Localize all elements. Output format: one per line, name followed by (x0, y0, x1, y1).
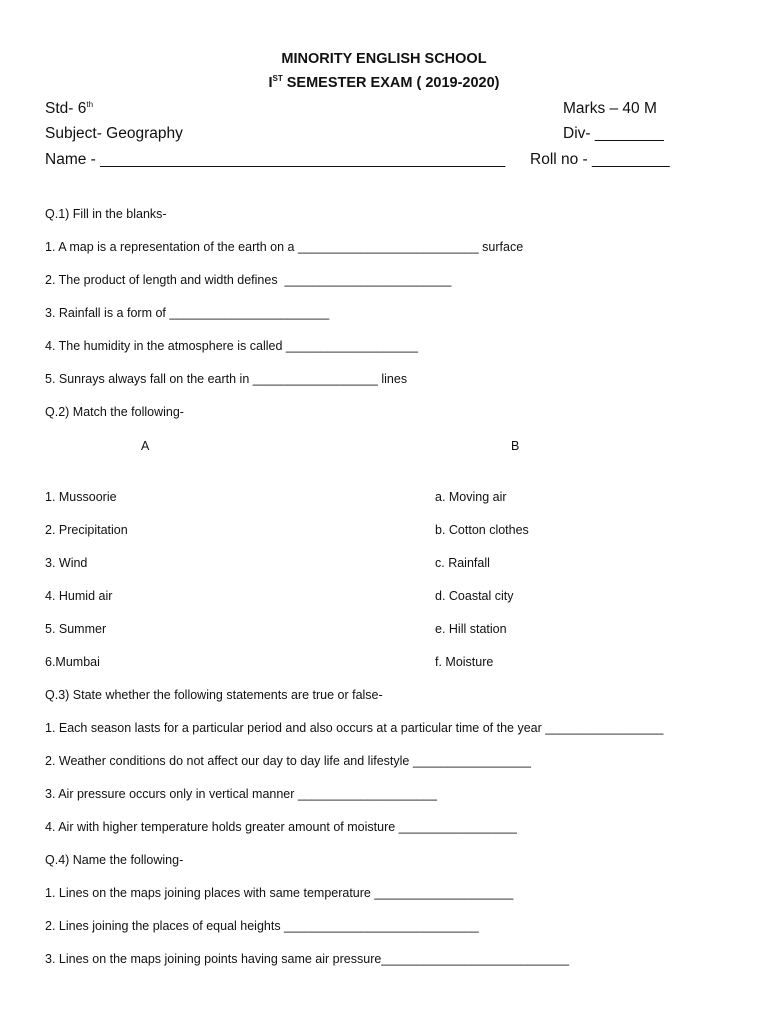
q1-heading: Q.1) Fill in the blanks- (45, 207, 167, 221)
exam-title (0, 75, 768, 91)
std-sup: th (86, 99, 94, 109)
q1-item: 4. The humidity in the atmosphere is called ___________________ (45, 339, 418, 353)
column-b-label: B (511, 439, 520, 453)
q3-heading: Q.3) State whether the following statements are true or false- (45, 688, 383, 702)
q1-item: 3. Rainfall is a form of _______________________ (45, 306, 330, 320)
match-left-item: 6.Mumbai (45, 655, 100, 669)
match-left-item: 2. Precipitation (45, 523, 128, 537)
std-label (45, 100, 93, 118)
match-right-item: a. Moving air (435, 490, 507, 504)
q2-heading: Q.2) Match the following- (45, 405, 184, 419)
q1-item: 5. Sunrays always fall on the earth in __________________ lines (45, 372, 408, 386)
school-title: MINORITY ENGLISH SCHOOL (281, 51, 487, 67)
std-text: Std- 6 (45, 100, 87, 117)
match-left-item: 4. Humid air (45, 589, 113, 603)
roll-no-field: Roll no - _________ (530, 151, 670, 168)
column-a-label: A (141, 439, 150, 453)
q1-item: 2. The product of length and width defines ________________________ (45, 273, 452, 287)
exam-title-sup: ST (272, 74, 283, 84)
q4-heading: Q.4) Name the following- (45, 853, 184, 867)
q1-item: 1. A map is a representation of the earth on a __________________________ surface (45, 240, 524, 254)
name-field: Name - _______________________________________________ (45, 151, 506, 168)
match-right-item: d. Coastal city (435, 589, 514, 603)
marks-label: Marks – 40 M (563, 100, 657, 117)
match-left-item: 5. Summer (45, 622, 107, 636)
q4-item: 3. Lines on the maps joining points having same air pressure___________________________ (45, 952, 570, 966)
q3-item: 3. Air pressure occurs only in vertical manner ____________________ (45, 787, 437, 801)
q3-item: 2. Weather conditions do not affect our day to day life and lifestyle _________________ (45, 754, 531, 768)
q3-item: 1. Each season lasts for a particular period and also occurs at a particular time of the year _________________ (45, 721, 664, 735)
q4-item: 2. Lines joining the places of equal heights ____________________________ (45, 919, 479, 933)
match-left-item: 1. Mussoorie (45, 490, 117, 504)
match-right-item: c. Rainfall (435, 556, 490, 570)
subject-label: Subject- Geography (45, 125, 183, 142)
match-right-item: e. Hill station (435, 622, 507, 636)
div-field: Div- ________ (563, 125, 664, 142)
match-right-item: f. Moisture (435, 655, 494, 669)
exam-title-rest: SEMESTER EXAM ( 2019-2020) (282, 75, 500, 91)
q4-item: 1. Lines on the maps joining places with same temperature ____________________ (45, 886, 514, 900)
exam-title-prefix: I (268, 75, 273, 91)
q3-item: 4. Air with higher temperature holds greater amount of moisture _________________ (45, 820, 517, 834)
match-right-item: b. Cotton clothes (435, 523, 529, 537)
match-left-item: 3. Wind (45, 556, 88, 570)
